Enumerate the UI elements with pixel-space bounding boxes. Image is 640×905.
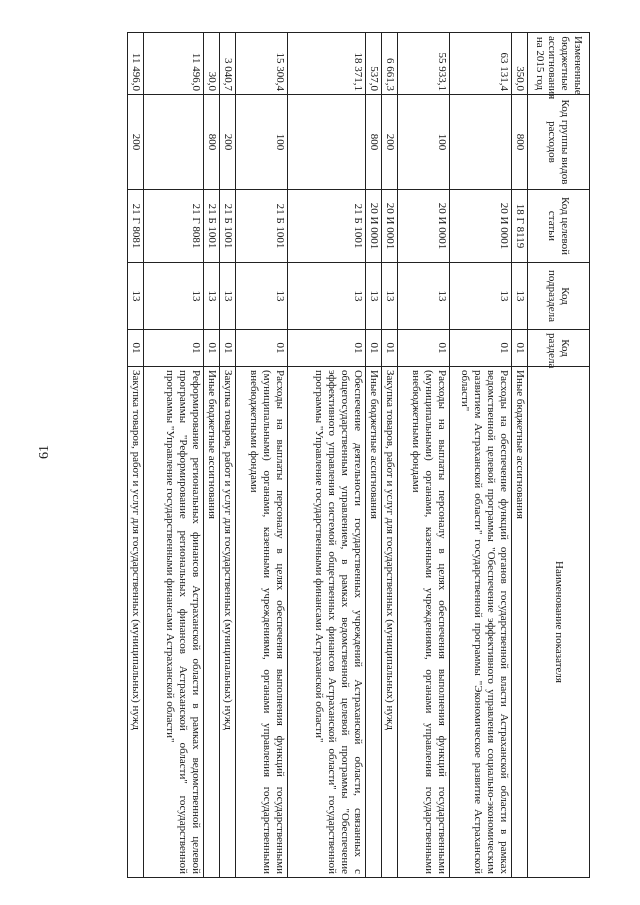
- table-row: [128, 33, 144, 878]
- cell-section: 01: [204, 330, 220, 367]
- cell-exp-group: 200: [382, 95, 398, 190]
- cell-name: Расходы на выплаты персоналу в целях обеспечения выполнения функций государственными (муниципальными) органами, казенными учреждениями, органами управления государственными внебюджетными фондами: [398, 367, 450, 878]
- cell-exp-group: [144, 95, 204, 190]
- cell-amount: 15 300,4: [236, 33, 288, 95]
- cell-target: 21 Б 1001: [220, 190, 236, 263]
- cell-name: Иные бюджетные ассигнования: [512, 367, 528, 878]
- header-name: Наименование показателя: [528, 367, 590, 878]
- table-row: [220, 33, 236, 878]
- cell-target: 21 Б 1001: [288, 190, 366, 263]
- table-row: [236, 33, 288, 878]
- cell-amount: 350,0: [512, 33, 528, 95]
- cell-amount: 30,0: [204, 33, 220, 95]
- cell-subsection: 13: [236, 263, 288, 330]
- cell-section: 01: [288, 330, 366, 367]
- page-number: 61: [37, 445, 52, 459]
- cell-subsection: 13: [204, 263, 220, 330]
- cell-exp-group: 200: [220, 95, 236, 190]
- cell-amount: 537,0: [366, 33, 382, 95]
- table-row: [204, 33, 220, 878]
- header-subsection: Код подраздела: [528, 263, 590, 330]
- cell-subsection: 13: [512, 263, 528, 330]
- cell-target: 20 И 0001: [398, 190, 450, 263]
- cell-target: 20 И 0001: [382, 190, 398, 263]
- header-section: Код раздела: [528, 330, 590, 367]
- cell-target: 21 Б 1001: [236, 190, 288, 263]
- table-row: [512, 33, 528, 878]
- cell-amount: 63 131,4: [450, 33, 512, 95]
- cell-subsection: 13: [382, 263, 398, 330]
- cell-section: 01: [450, 330, 512, 367]
- cell-subsection: 13: [288, 263, 366, 330]
- header-target: Код целевой статьи: [528, 190, 590, 263]
- cell-amount: 11 496,0: [144, 33, 204, 95]
- cell-subsection: 13: [398, 263, 450, 330]
- budget-table: [127, 32, 590, 878]
- cell-name: Расходы на обеспечение функций органов государственной власти Астраханской области в рамках ведомственной целевой программы "Обеспечение эффективного управления социально-экономическим развитием Астраханской области" государственной программы "Экономическое развитие Астраханской области": [450, 367, 512, 878]
- cell-target: 18 Г 8119: [512, 190, 528, 263]
- cell-section: 01: [398, 330, 450, 367]
- cell-name: Реформирование региональных финансов Астраханской области в рамках ведомственной целевой программы "Реформирование региональных финансов Астраханской области" государственной программы "Управление государственными финансами Астраханской области": [144, 367, 204, 878]
- cell-subsection: 13: [128, 263, 144, 330]
- cell-section: 01: [236, 330, 288, 367]
- cell-subsection: 13: [144, 263, 204, 330]
- cell-amount: 11 496,0: [128, 33, 144, 95]
- cell-exp-group: 100: [398, 95, 450, 190]
- cell-exp-group: [450, 95, 512, 190]
- cell-exp-group: [288, 95, 366, 190]
- table-row: [366, 33, 382, 878]
- cell-target: 20 И 0001: [366, 190, 382, 263]
- cell-name: Обеспечение деятельности государственных учреждений Астраханской области, связанных с общегосударственным управлением, в рамках ведомственной целевой программы "Обеспечение эффективного управления системой общественных финансов Астраханской области" государственной программы "Управление государственными финансами Астраханской области": [288, 367, 366, 878]
- table-header-row: [528, 33, 590, 878]
- table-row: [144, 33, 204, 878]
- cell-section: 01: [512, 330, 528, 367]
- cell-target: 21 Б 1001: [204, 190, 220, 263]
- table-row: [450, 33, 512, 878]
- cell-section: 01: [366, 330, 382, 367]
- header-amount: Измененные бюджетные ассигнования на 2015 год: [528, 33, 590, 95]
- cell-amount: 3 040,7: [220, 33, 236, 95]
- cell-subsection: 13: [366, 263, 382, 330]
- table-row: [398, 33, 450, 878]
- cell-amount: 55 933,1: [398, 33, 450, 95]
- rotated-page: [130, 32, 590, 877]
- cell-name: Закупка товаров, работ и услуг для государственных (муниципальных) нужд: [128, 367, 144, 878]
- table-row: [288, 33, 366, 878]
- cell-exp-group: 800: [366, 95, 382, 190]
- cell-section: 01: [128, 330, 144, 367]
- cell-amount: 6 661,3: [382, 33, 398, 95]
- table-row: [382, 33, 398, 878]
- cell-exp-group: 800: [512, 95, 528, 190]
- cell-section: 01: [144, 330, 204, 367]
- cell-name: Закупка товаров, работ и услуг для государственных (муниципальных) нужд: [382, 367, 398, 878]
- cell-name: Закупка товаров, работ и услуг для государственных (муниципальных) нужд: [220, 367, 236, 878]
- cell-subsection: 13: [450, 263, 512, 330]
- cell-exp-group: 100: [236, 95, 288, 190]
- header-expense-group: Код группы видов расходов: [528, 95, 590, 190]
- cell-subsection: 13: [220, 263, 236, 330]
- cell-name: Расходы на выплаты персоналу в целях обеспечения выполнения функций государственными (муниципальными) органами, казенными учреждениями, органами управления государственными внебюджетными фондами: [236, 367, 288, 878]
- cell-name: Иные бюджетные ассигнования: [366, 367, 382, 878]
- cell-section: 01: [382, 330, 398, 367]
- cell-name: Иные бюджетные ассигнования: [204, 367, 220, 878]
- cell-exp-group: 200: [128, 95, 144, 190]
- cell-target: 21 Г 8081: [128, 190, 144, 263]
- cell-target: 21 Г 8081: [144, 190, 204, 263]
- cell-amount: 18 371,1: [288, 33, 366, 95]
- cell-section: 01: [220, 330, 236, 367]
- cell-exp-group: 800: [204, 95, 220, 190]
- cell-target: 20 И 0001: [450, 190, 512, 263]
